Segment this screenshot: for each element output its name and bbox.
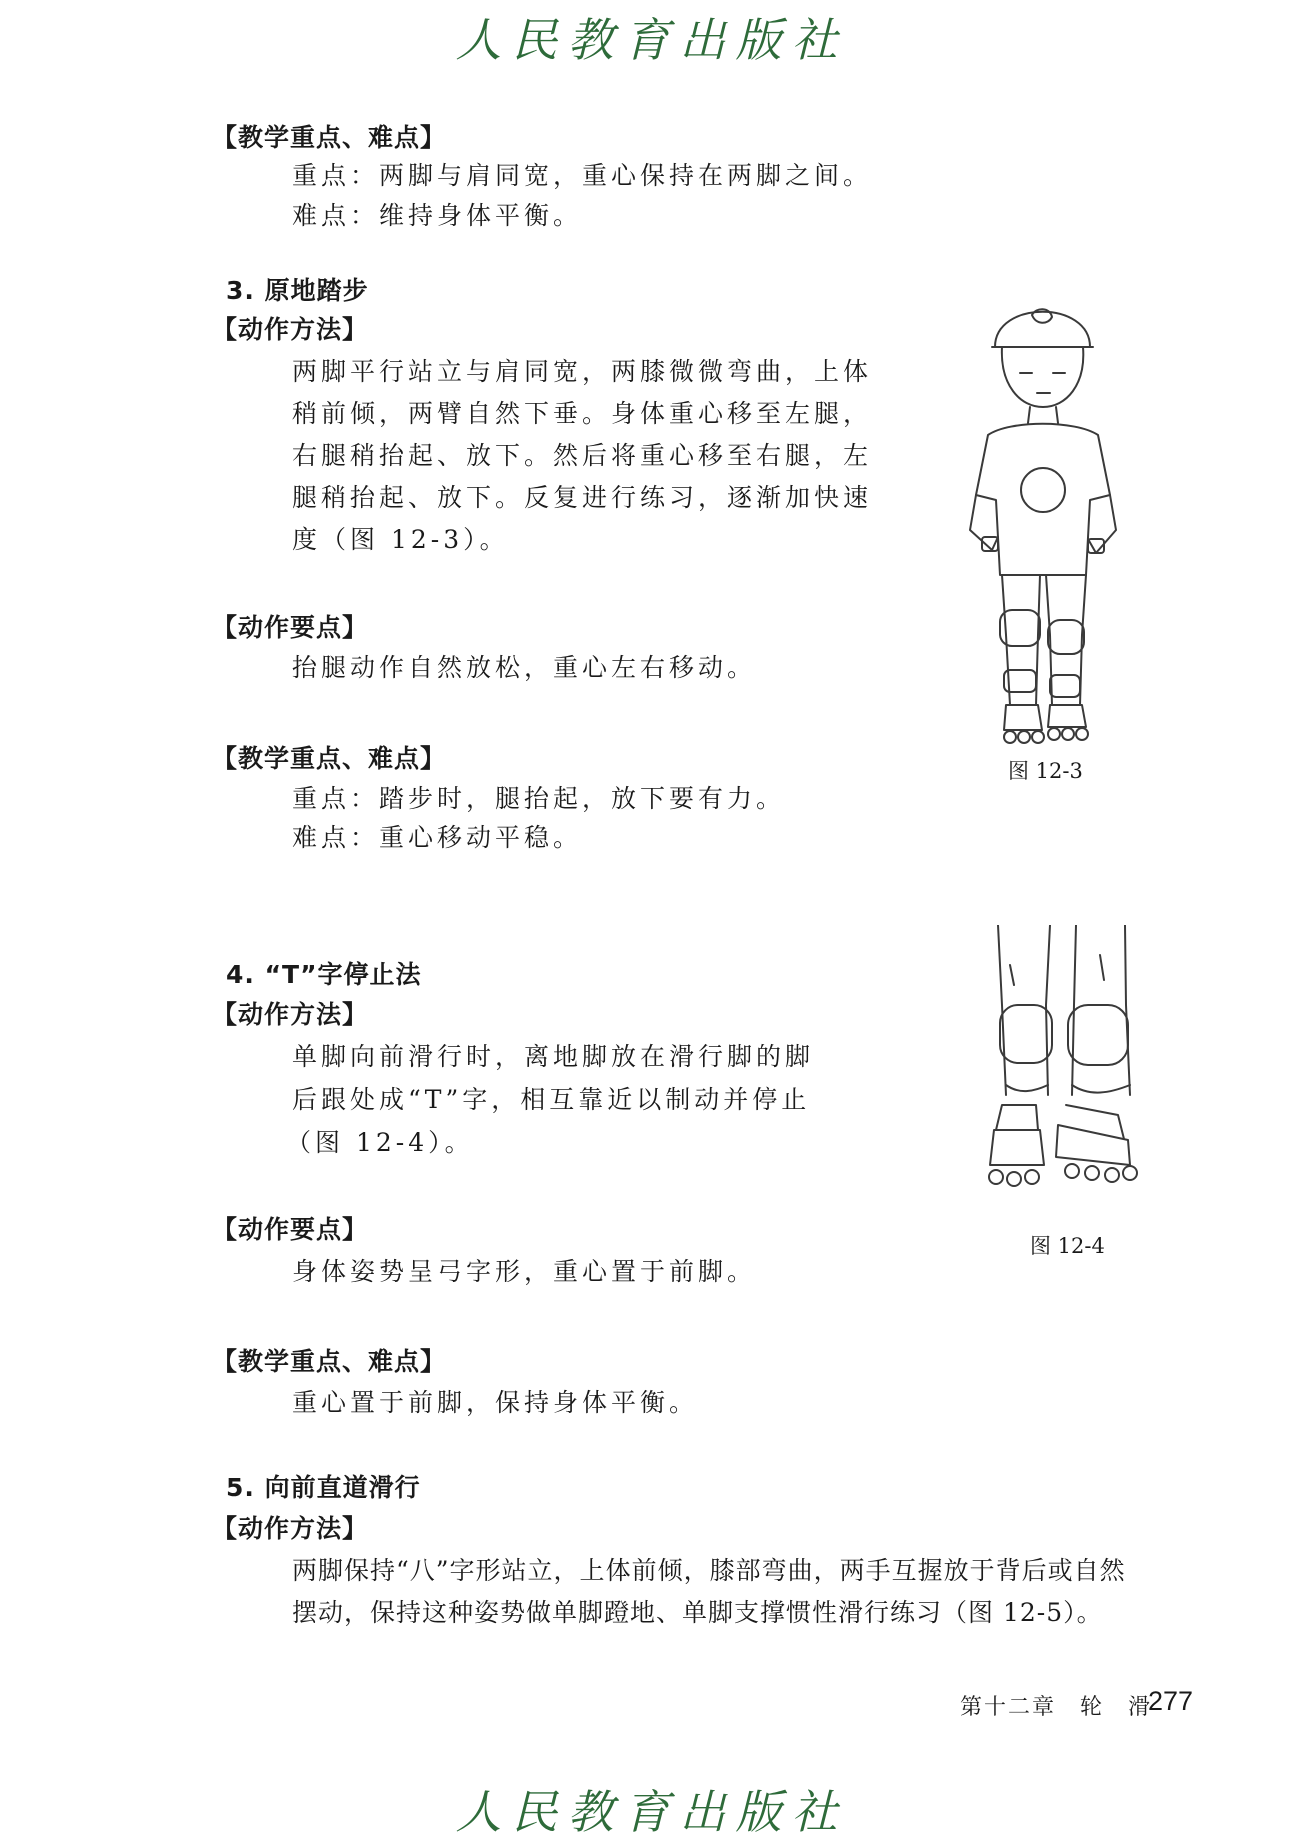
section5-method-line-2: 摆动，保持这种姿势做单脚蹬地、单脚支撑惯性滑行练习（图 12-5）。 (292, 1598, 1103, 1627)
section3-title: 3. 原地踏步 (226, 276, 369, 305)
section4-method-line-2: 后跟处成“T”字，相互靠近以制动并停止 (292, 1085, 811, 1114)
figure-12-4-illustration (980, 925, 1150, 1215)
figure-12-3-caption: 图 12-3 (1008, 759, 1083, 783)
section2-key-heading: 【教学重点、难点】 (212, 123, 447, 152)
section3-key-heading: 【教学重点、难点】 (212, 744, 447, 773)
section4-method-heading: 【动作方法】 (212, 1000, 369, 1029)
section5-method-heading: 【动作方法】 (212, 1514, 369, 1543)
section5-title: 5. 向前直道滑行 (226, 1473, 421, 1502)
publisher-logo-top: 人民教育出版社 (455, 13, 848, 67)
section3-method-line-2: 稍前倾，两臂自然下垂。身体重心移至左腿， (292, 399, 873, 428)
section3-points-heading: 【动作要点】 (212, 613, 369, 642)
section4-title: 4. “T”字停止法 (226, 960, 422, 989)
page-number: 277 (1148, 1686, 1194, 1716)
section4-points-heading: 【动作要点】 (212, 1215, 369, 1244)
section4-method-line-1: 单脚向前滑行时，离地脚放在滑行脚的脚 (292, 1042, 815, 1071)
section4-key-text: 重心置于前脚，保持身体平衡。 (292, 1388, 699, 1417)
figure-12-4-caption: 图 12-4 (1030, 1234, 1105, 1258)
section3-method-line-3: 右腿稍抬起、放下。然后将重心移至右腿，左 (292, 441, 873, 470)
section3-points-text: 抬腿动作自然放松，重心左右移动。 (292, 653, 757, 682)
section2-key-difficulty: 难点：维持身体平衡。 (292, 201, 583, 230)
section3-method-heading: 【动作方法】 (212, 315, 369, 344)
section4-key-heading: 【教学重点、难点】 (212, 1347, 447, 1376)
section3-method-line-5: 度（图 12-3）。 (292, 525, 509, 554)
section3-method-line-4: 腿稍抬起、放下。反复进行练习，逐渐加快速 (292, 483, 873, 512)
section3-key-difficulty: 难点：重心移动平稳。 (292, 823, 583, 852)
section2-key-point: 重点：两脚与肩同宽，重心保持在两脚之间。 (292, 161, 873, 190)
section5-method-line-1: 两脚保持“八”字形站立，上体前倾，膝部弯曲，两手互握放于背后或自然 (292, 1556, 1126, 1585)
section4-points-text: 身体姿势呈弓字形，重心置于前脚。 (292, 1257, 757, 1286)
section3-method-line-1: 两脚平行站立与肩同宽，两膝微微弯曲，上体 (292, 357, 873, 386)
figure-12-3-illustration (940, 275, 1140, 745)
publisher-logo-bottom: 人民教育出版社 (455, 1785, 848, 1839)
chapter-footer: 第十二章 轮 滑 (960, 1695, 1153, 1720)
section3-key-point: 重点：踏步时，腿抬起，放下要有力。 (292, 784, 786, 813)
section4-method-line-3: （图 12-4）。 (286, 1128, 474, 1157)
